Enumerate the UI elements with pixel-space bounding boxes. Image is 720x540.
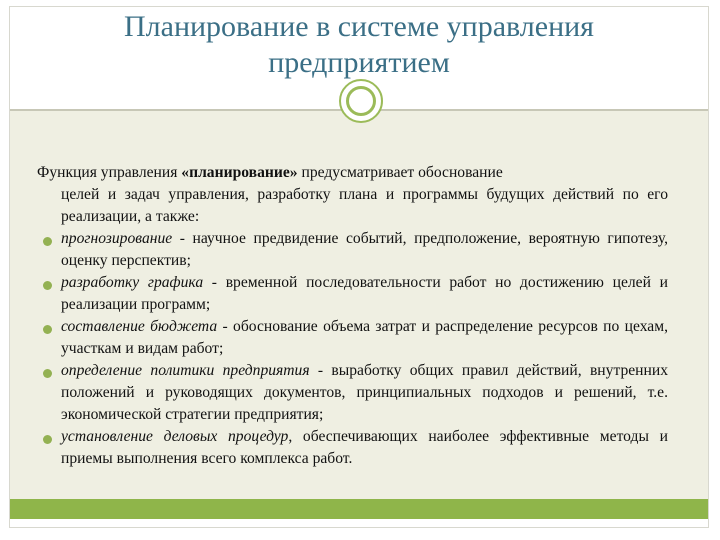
bullet-icon bbox=[43, 325, 52, 334]
bullet-term: установление деловых процедур bbox=[61, 428, 289, 445]
list-item bbox=[37, 360, 668, 426]
list-item bbox=[37, 426, 668, 470]
intro-continuation: целей и задач управления, разработку плана и программы будущих действий по его реализации, а также: bbox=[61, 186, 668, 225]
bullet-icon bbox=[43, 369, 52, 378]
bullet-text: - выработку общих правил действий, внутренних положений и руководящих документов, принципиальных подходов и решений, т.е. экономической стратегии предприятия; bbox=[61, 362, 669, 423]
bullet-term: разработку графика bbox=[61, 274, 204, 291]
bullet-icon bbox=[43, 237, 52, 246]
circle-ornament-inner bbox=[346, 86, 376, 116]
intro-term: «планирование» bbox=[181, 164, 298, 181]
intro-before: Функция управления bbox=[37, 164, 182, 181]
body-text bbox=[37, 162, 668, 470]
bullet-term: прогнозирование bbox=[61, 230, 173, 247]
circle-ornament-icon bbox=[339, 79, 383, 123]
title-line-2: предприятием bbox=[268, 46, 450, 79]
bullet-text: - временной последовательности работ но достижению целей и реализации программ; bbox=[61, 274, 668, 313]
bullet-icon bbox=[43, 435, 52, 444]
slide-title bbox=[10, 7, 708, 81]
bullet-text: , обеспечивающих наиболее эффективные методы и приемы выполнения всего комплекса работ. bbox=[61, 428, 668, 467]
intro-after: предусматривает обоснование bbox=[297, 164, 503, 181]
intro-paragraph bbox=[37, 162, 668, 228]
title-line-1: Планирование в системе управления bbox=[124, 10, 594, 43]
footer-bar bbox=[10, 499, 708, 519]
bullet-icon bbox=[43, 281, 52, 290]
bullet-term: определение политики предприятия bbox=[61, 362, 310, 379]
bullet-term: составление бюджета bbox=[61, 318, 218, 335]
bullet-text: - научное предвидение событий, предположение, вероятную гипотезу, оценку перспектив; bbox=[61, 230, 668, 269]
list-item bbox=[37, 316, 668, 360]
bullet-list bbox=[37, 228, 668, 470]
bullet-text: - обоснование объема затрат и распределение ресурсов по цехам, участкам и видам работ; bbox=[61, 318, 668, 357]
list-item bbox=[37, 272, 668, 316]
list-item bbox=[37, 228, 668, 272]
